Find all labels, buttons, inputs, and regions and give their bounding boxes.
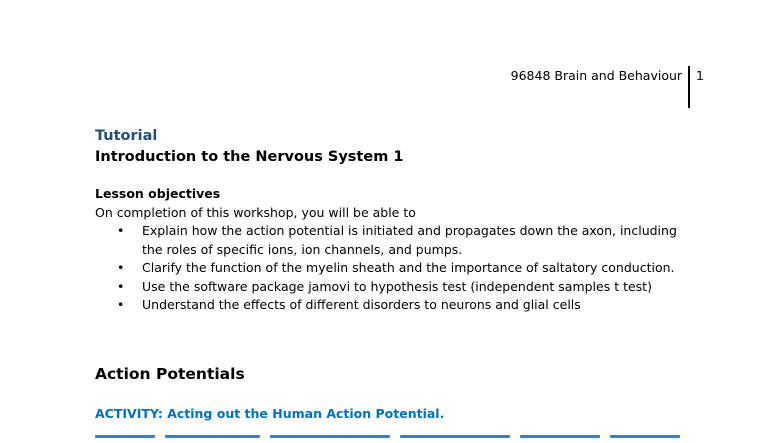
cutoff-fragment (400, 435, 510, 438)
page-number: 1 (696, 68, 704, 83)
objective-item (95, 259, 695, 278)
objective-text: Clarify the function of the myelin sheath and the importance of saltatory conduction. (142, 260, 675, 275)
cutoff-fragment (270, 435, 390, 438)
bullet-icon: • (117, 297, 125, 312)
bullet-icon: • (117, 278, 125, 294)
cutoff-fragment (165, 435, 260, 438)
objective-item (95, 222, 695, 259)
section-heading: Action Potentials (95, 365, 245, 383)
objective-item (95, 278, 695, 297)
cutoff-fragment (610, 435, 680, 438)
objectives-list (95, 222, 695, 315)
document-title: Introduction to the Nervous System 1 (95, 149, 404, 165)
objective-text: Use the software package jamovi to hypothesis test (independent samples t test) (142, 278, 652, 294)
document-eyebrow: Tutorial (95, 128, 158, 144)
cutoff-fragment (95, 435, 155, 438)
bullet-icon: • (117, 223, 125, 238)
page-header (511, 66, 704, 108)
objective-text: Explain how the action potential is initiated and propagates down the axon, including the roles of specific ions, ion channels, and pumps. (142, 223, 677, 257)
bullet-icon: • (117, 260, 125, 275)
running-title: 96848 Brain and Behaviour (510, 68, 683, 83)
cutoff-text-line (95, 435, 680, 443)
activity-heading: ACTIVITY: Acting out the Human Action Potential. (95, 406, 445, 421)
objective-item (95, 296, 695, 315)
objectives-intro: On completion of this workshop, you will be able to (95, 205, 416, 220)
objectives-heading: Lesson objectives (95, 186, 221, 201)
cutoff-fragment (520, 435, 600, 438)
objective-text: Understand the effects of different disorders to neurons and glial cells (142, 297, 581, 312)
